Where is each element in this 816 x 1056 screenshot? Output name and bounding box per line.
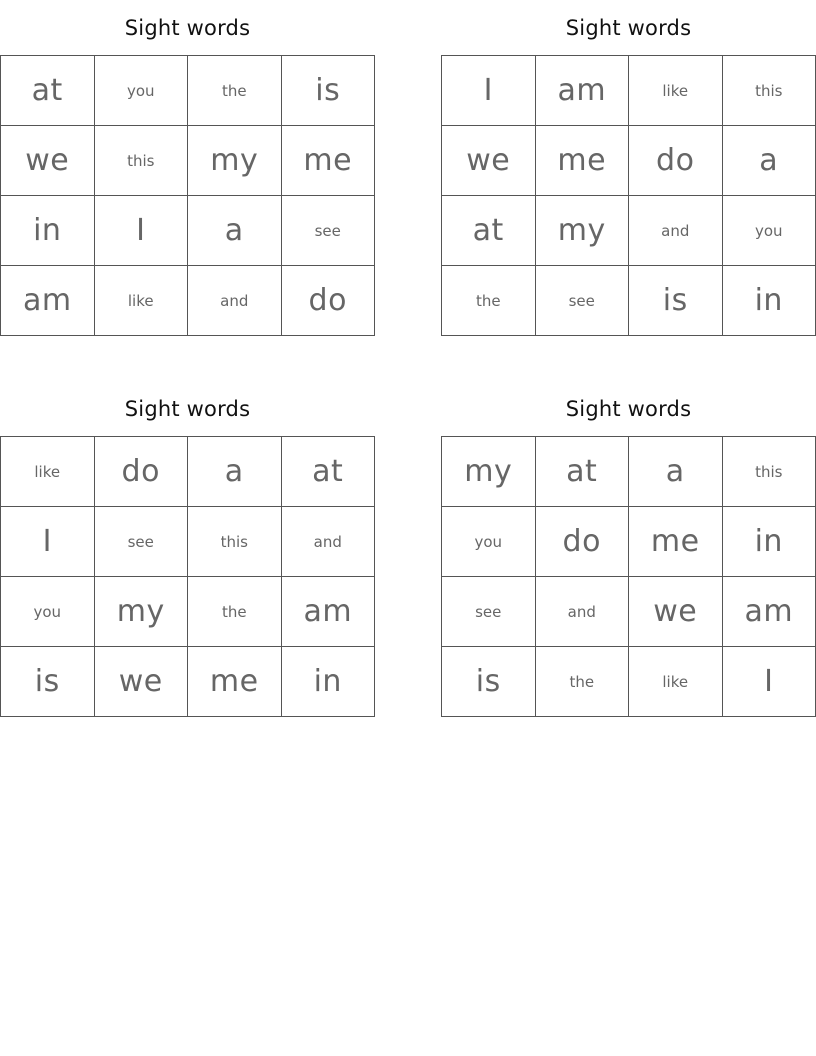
grid-row <box>442 196 816 266</box>
word-cell: the <box>535 647 629 717</box>
word-cell: me <box>535 126 629 196</box>
word-cell: a <box>188 196 282 266</box>
grid-row <box>442 126 816 196</box>
card-title: Sight words <box>124 16 251 40</box>
word-cell: see <box>442 577 536 647</box>
word-cell: like <box>629 647 723 717</box>
word-grid <box>441 55 816 336</box>
word-cell: you <box>722 196 816 266</box>
grid-row <box>1 437 375 507</box>
word-cell: in <box>722 266 816 336</box>
word-grid <box>0 436 375 717</box>
word-cell: in <box>1 196 95 266</box>
bingo-card-3 <box>0 381 375 717</box>
word-cell: this <box>722 56 816 126</box>
grid-row <box>1 266 375 336</box>
word-cell: this <box>722 437 816 507</box>
word-cell: at <box>535 437 629 507</box>
word-cell: is <box>281 56 375 126</box>
word-cell: the <box>442 266 536 336</box>
grid-row <box>1 126 375 196</box>
bingo-card-2 <box>441 0 816 336</box>
word-cell: I <box>442 56 536 126</box>
word-cell: do <box>535 507 629 577</box>
grid-row <box>442 507 816 577</box>
word-cell: the <box>188 56 282 126</box>
word-cell: like <box>629 56 723 126</box>
word-cell: like <box>1 437 95 507</box>
word-cell: in <box>722 507 816 577</box>
word-cell: at <box>1 56 95 126</box>
word-cell: see <box>535 266 629 336</box>
grid-row <box>1 507 375 577</box>
word-cell: see <box>281 196 375 266</box>
word-cell: this <box>188 507 282 577</box>
word-cell: am <box>535 56 629 126</box>
word-cell: a <box>722 126 816 196</box>
grid-row <box>442 266 816 336</box>
word-cell: we <box>629 577 723 647</box>
bingo-card-1 <box>0 0 375 336</box>
bingo-card-4 <box>441 381 816 717</box>
word-cell: like <box>94 266 188 336</box>
word-cell: do <box>629 126 723 196</box>
word-cell: my <box>535 196 629 266</box>
word-cell: you <box>94 56 188 126</box>
word-cell: am <box>722 577 816 647</box>
word-cell: I <box>94 196 188 266</box>
word-cell: my <box>442 437 536 507</box>
word-cell: I <box>1 507 95 577</box>
word-cell: do <box>94 437 188 507</box>
word-cell: my <box>188 126 282 196</box>
word-cell: we <box>94 647 188 717</box>
word-cell: and <box>629 196 723 266</box>
word-cell: do <box>281 266 375 336</box>
grid-row <box>1 647 375 717</box>
word-cell: at <box>281 437 375 507</box>
word-cell: is <box>442 647 536 717</box>
grid-row <box>1 196 375 266</box>
word-cell: am <box>281 577 375 647</box>
word-cell: and <box>188 266 282 336</box>
word-grid <box>441 436 816 717</box>
word-cell: is <box>629 266 723 336</box>
card-title: Sight words <box>124 397 251 421</box>
word-cell: I <box>722 647 816 717</box>
word-grid <box>0 55 375 336</box>
word-cell: this <box>94 126 188 196</box>
word-cell: me <box>281 126 375 196</box>
word-cell: me <box>629 507 723 577</box>
word-cell: the <box>188 577 282 647</box>
word-cell: you <box>1 577 95 647</box>
word-cell: and <box>281 507 375 577</box>
word-cell: we <box>1 126 95 196</box>
grid-row <box>1 577 375 647</box>
word-cell: is <box>1 647 95 717</box>
grid-row <box>442 647 816 717</box>
word-cell: me <box>188 647 282 717</box>
grid-row <box>442 577 816 647</box>
word-cell: a <box>629 437 723 507</box>
card-title: Sight words <box>565 397 692 421</box>
grid-row <box>442 56 816 126</box>
word-cell: you <box>442 507 536 577</box>
word-cell: and <box>535 577 629 647</box>
word-cell: am <box>1 266 95 336</box>
grid-row <box>442 437 816 507</box>
grid-row <box>1 56 375 126</box>
word-cell: my <box>94 577 188 647</box>
word-cell: see <box>94 507 188 577</box>
card-title: Sight words <box>565 16 692 40</box>
word-cell: a <box>188 437 282 507</box>
word-cell: at <box>442 196 536 266</box>
word-cell: in <box>281 647 375 717</box>
word-cell: we <box>442 126 536 196</box>
